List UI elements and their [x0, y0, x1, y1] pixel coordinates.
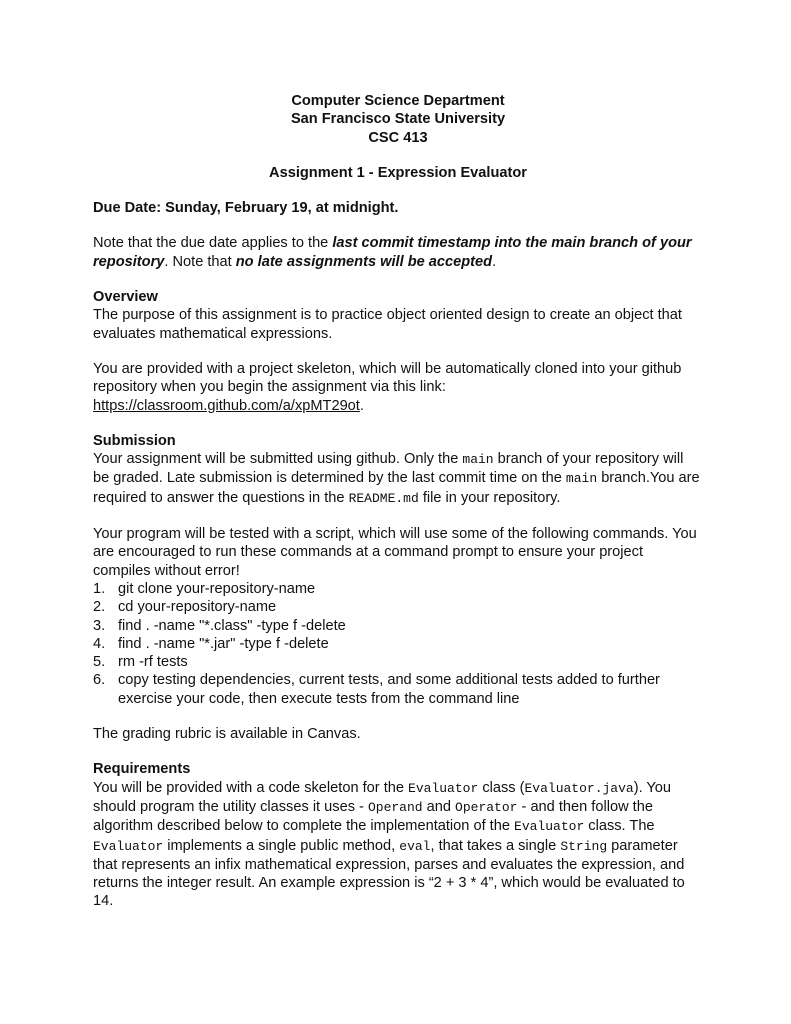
list-text: rm -rf tests [118, 654, 188, 671]
skeleton-paragraph [93, 360, 703, 415]
note-text-2: . Note that [164, 253, 236, 270]
code-evaluator-java: Evaluator.java [524, 780, 634, 796]
req-text-4: and [422, 798, 456, 815]
submission-paragraph [93, 450, 703, 508]
overview-heading: Overview [93, 289, 158, 306]
list-text: find . -name "*.jar" -type f -delete [118, 635, 329, 652]
command-list [93, 580, 703, 708]
list-item [93, 580, 703, 598]
req-text-9: parameter that represents an infix mathematical expression, parses and evaluates the expression, and returns the integer result. An example expression is “2 + 3 * 4”, which would be evaluated to 14. [93, 837, 685, 910]
code-eval: eval [399, 838, 431, 854]
note-text-1: Note that the due date applies to the [93, 235, 333, 252]
code-operator: Operator [455, 799, 518, 815]
list-item [93, 671, 703, 708]
list-item [93, 617, 703, 635]
submission-text-4: file in your repository. [418, 489, 561, 506]
list-text: cd your-repository-name [118, 599, 277, 616]
list-number: 2. [93, 599, 106, 616]
req-text-1: You will be provided with a code skeleton for the [93, 779, 409, 796]
skeleton-text: You are provided with a project skeleton, which will be automatically cloned into your github repository when you begin the assignment via this link: [93, 360, 682, 396]
list-text: git clone your-repository-name [118, 580, 316, 597]
department-title: Computer Science Department [291, 93, 505, 109]
list-text: find . -name "*.class" -type f -delete [118, 617, 346, 634]
requirements-heading: Requirements [93, 761, 191, 778]
code-main-2: main [565, 471, 598, 487]
list-number: 1. [93, 580, 106, 597]
code-evaluator-2: Evaluator [514, 819, 585, 835]
submission-text-1: Your assignment will be submitted using github. Only the [93, 451, 463, 468]
code-readme: README.md [348, 490, 419, 506]
note-text-3: . [492, 253, 497, 270]
req-text-8: , that takes a single [430, 837, 561, 854]
req-text-3: ). You should program the utility classes it uses - [93, 779, 672, 815]
assignment-title: Assignment 1 - Expression Evaluator [269, 164, 527, 181]
req-text-6: class. The [584, 818, 655, 835]
list-text: copy testing dependencies, current tests, and some additional tests added to further exercise your code, then execute tests from the command line [118, 672, 660, 707]
code-operand: Operand [367, 799, 423, 815]
classroom-link[interactable]: https://classroom.github.com/a/xpMT29ot [93, 397, 360, 414]
due-date: Due Date: Sunday, February 19, at midnight. [93, 200, 399, 217]
submission-text-2: branch of your repository will be graded. Late submission is determined by the last commit time on the [93, 451, 684, 487]
course-title: CSC 413 [368, 129, 428, 146]
requirements-paragraph [93, 779, 703, 911]
list-number: 3. [93, 617, 106, 634]
submission-heading: Submission [93, 432, 176, 449]
list-item [93, 635, 703, 653]
note-emphasis-2: no late assignments will be accepted [235, 253, 493, 270]
test-script-paragraph: Your program will be tested with a script, which will use some of the following commands. You are encouraged to run these commands at a command prompt to ensure your project compiles without error! [93, 526, 697, 579]
list-item [93, 653, 703, 671]
code-string: String [560, 838, 608, 854]
note-emphasis-1: last commit timestamp into the main branch of your repository [93, 235, 692, 270]
rubric-note: The grading rubric is available in Canvas. [93, 726, 361, 743]
university-title: San Francisco State University [290, 111, 506, 128]
document-page [93, 92, 703, 911]
late-policy-note [93, 234, 703, 271]
list-number: 6. [93, 672, 106, 689]
list-number: 4. [93, 635, 106, 652]
list-number: 5. [93, 654, 106, 671]
code-evaluator-1: Evaluator [408, 780, 479, 796]
code-main-1: main [462, 452, 494, 468]
list-item [93, 598, 703, 616]
skeleton-text-end: . [359, 397, 364, 414]
req-text-5: - and then follow the algorithm described below to complete the implementation of the [93, 798, 653, 835]
code-evaluator-3: Evaluator [93, 838, 164, 854]
submission-text-3: branch.You are required to answer the questions in the [93, 470, 700, 506]
req-text-7: implements a single public method, [163, 837, 400, 854]
req-text-2: class ( [478, 779, 525, 796]
overview-paragraph: The purpose of this assignment is to practice object oriented design to create an object that evaluates mathematical expressions. [93, 307, 682, 342]
